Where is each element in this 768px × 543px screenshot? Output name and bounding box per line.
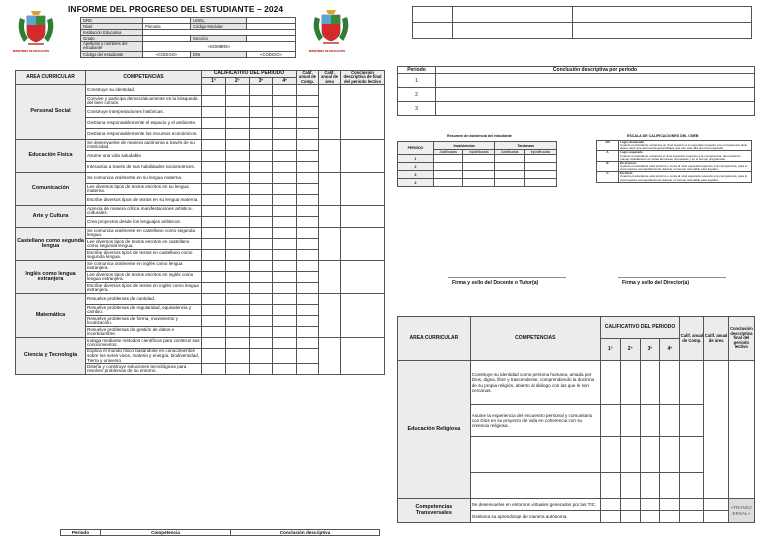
grade-cell	[202, 184, 226, 195]
grade-cell	[249, 349, 273, 364]
grade-cell	[249, 327, 273, 338]
grade-cell	[225, 129, 249, 140]
asist-row-2: 2	[398, 163, 434, 171]
escala-row	[597, 161, 752, 171]
grade-cell	[225, 364, 249, 375]
grade-cell	[225, 173, 249, 184]
grade-cell	[249, 140, 273, 151]
rt-p2-header: 2º	[620, 339, 640, 361]
grade-cell	[249, 364, 273, 375]
grade-cell	[249, 96, 273, 107]
student-info-table	[80, 17, 296, 58]
competencia-text: Diseña y construye soluciones tecnológicas para resolver problemas de su entorno.	[86, 364, 202, 375]
transversales-area-label: Competencias Transversales	[398, 499, 471, 523]
codigo-estudiante-value: «CODIGO»	[143, 51, 191, 57]
grade-cell	[202, 349, 226, 364]
area-label: Personal Social	[16, 85, 86, 140]
grade-cell	[297, 129, 319, 140]
grade-cell	[249, 316, 273, 327]
competencia-text: Escribe diversos tipos de textos en su lengua materna.	[86, 195, 202, 206]
grade-cell	[249, 305, 273, 316]
grade-cell	[225, 151, 249, 162]
grade-cell	[297, 364, 319, 375]
grade-cell	[202, 96, 226, 107]
grade-cell	[297, 107, 319, 118]
area-grade-cell	[319, 173, 341, 206]
competencia-row	[16, 85, 385, 96]
escala-level-title: En proceso	[620, 160, 637, 165]
peru-coat-of-arms-icon	[309, 7, 353, 49]
grade-cell	[273, 338, 297, 349]
grade-cell	[249, 184, 273, 195]
conclusion-header: Conclusión descriptiva de final del periodo lectivo	[341, 71, 385, 85]
grade-cell	[249, 228, 273, 239]
codigo-modular-label: Código Modular:	[191, 24, 247, 30]
grade-cell	[202, 364, 226, 375]
escala-title: ESCALA DE CALIFICACIONES DEL CNEB	[627, 134, 699, 138]
rt-p1-header: 1º	[600, 339, 620, 361]
grade-cell	[225, 261, 249, 272]
grade-cell	[273, 96, 297, 107]
grade-cell	[225, 294, 249, 305]
period-1-header: 1º	[202, 78, 226, 85]
grade-cell	[297, 118, 319, 129]
escala-level-text: Cuando el estudiante evidencia un nivel superior a lo esperado respecto a la competencia. Esto quiere decir que demuestra aprendizajes que van más allá del nivel esperado.	[620, 143, 748, 151]
grade-cell	[273, 118, 297, 129]
grade-cell	[249, 250, 273, 261]
escala-level-title: Logro destacado	[620, 140, 645, 144]
asistencia-title: Resumen de asistencia del estudiante	[447, 134, 512, 138]
strip-competencia: Competencia	[101, 530, 231, 536]
grade-cell	[202, 129, 226, 140]
grade-cell	[297, 162, 319, 173]
grade-cell	[273, 184, 297, 195]
competencia-text: Interactúa a través de sus habilidades sociomotrices.	[86, 162, 202, 173]
grade-cell	[249, 85, 273, 96]
grade-cell	[249, 173, 273, 184]
emblem-caption-left: MINISTERIO DE EDUCACIÓN	[13, 50, 49, 53]
competencia-text: Se comunica oralmente en inglés como lengua extranjera.	[86, 261, 202, 272]
grade-cell	[273, 272, 297, 283]
area-conclusion-cell	[341, 294, 385, 338]
grade-cell	[297, 305, 319, 316]
grade-cell	[202, 316, 226, 327]
rt-area-header: AREA CURRICULAR	[398, 317, 471, 361]
escala-description	[619, 172, 752, 182]
rt-conclusion-header: Conclusión descriptiva final del periodo lectivo	[728, 317, 754, 361]
grade-cell	[225, 316, 249, 327]
blank-top-table	[412, 6, 752, 39]
dni-label: DNI	[191, 51, 247, 57]
grade-cell	[297, 250, 319, 261]
periodo-conclusion-header: Conclusión descriptiva por periodo	[436, 67, 755, 74]
grade-cell	[249, 239, 273, 250]
grade-cell	[297, 327, 319, 338]
injust-1: Injustificadas	[463, 150, 495, 155]
competencia-row	[16, 140, 385, 151]
competencia-text: Escribe diversos tipos de textos en inglés como lengua extranjera.	[86, 283, 202, 294]
grade-cell	[202, 283, 226, 294]
rt-anual-area-header: Calif. anual de área	[704, 317, 728, 361]
codigo-estudiante-label: Código del estudiante	[81, 51, 143, 57]
ugel-label: UGEL:	[191, 18, 247, 24]
asist-row-1: 1	[398, 155, 434, 163]
grade-cell	[297, 85, 319, 96]
area-header: AREA CURRICULAR	[16, 71, 86, 85]
grade-cell	[249, 217, 273, 228]
grade-cell	[297, 316, 319, 327]
escala-key: A	[597, 151, 619, 161]
grade-cell	[273, 283, 297, 294]
competencia-text: Resuelve problemas de regularidad, equivalencia y cambio.	[86, 305, 202, 316]
competencia-text: Se desenvuelve de manera autónoma a través de su motricidad.	[86, 140, 202, 151]
injust-2: Injustificadas	[524, 150, 556, 155]
director-signature-label: Firma y sello del Director(a)	[622, 280, 690, 286]
grade-cell	[202, 107, 226, 118]
grade-cell	[273, 239, 297, 250]
grade-cell	[273, 250, 297, 261]
competencia-text: Se comunica oralmente en castellano como segunda lengua.	[86, 228, 202, 239]
escala-level-text: Cuando el estudiante está próximo o cerca al nivel esperado respecto a la competencia, para lo cual requiere acompañamiento durante un tiempo razonable para lograrlo.	[620, 174, 748, 182]
grade-cell	[202, 217, 226, 228]
escala-key: C	[597, 172, 619, 182]
competencia-row	[16, 294, 385, 305]
grade-cell	[202, 294, 226, 305]
competencia-text: Asume una vida saludable.	[86, 151, 202, 162]
area-grade-cell	[319, 206, 341, 228]
grade-cell	[202, 228, 226, 239]
grade-cell	[249, 118, 273, 129]
docente-signature-line	[448, 277, 566, 278]
grade-cell	[249, 195, 273, 206]
dre-label: DRE:	[81, 18, 143, 24]
escala-description	[619, 141, 752, 151]
grade-cell	[202, 85, 226, 96]
grade-cell	[273, 228, 297, 239]
transversal-comp-2: Gestiona su aprendizaje de manera autónoma.	[470, 511, 600, 523]
grade-cell	[297, 151, 319, 162]
grade-cell	[249, 272, 273, 283]
grade-cell	[225, 283, 249, 294]
transversal-placeholder: «TRANSVERSAL»	[728, 499, 754, 523]
competencia-text: Gestiona responsablemente el espacio y el ambiente.	[86, 118, 202, 129]
grade-cell	[225, 118, 249, 129]
grade-cell	[225, 162, 249, 173]
asist-row-4: 4	[398, 179, 434, 187]
period-3-header: 3º	[249, 78, 273, 85]
grade-cell	[202, 151, 226, 162]
area-conclusion-cell	[341, 338, 385, 375]
area-label: Matemática	[16, 294, 86, 338]
competencia-text: Construye interpretaciones históricas.	[86, 107, 202, 118]
grade-cell	[249, 129, 273, 140]
grade-cell	[273, 294, 297, 305]
periodo-row-3: 3	[398, 102, 436, 116]
grado-label: Grado	[81, 36, 143, 42]
competencias-header: COMPETENCIAS	[86, 71, 202, 85]
escala-key: AD	[597, 141, 619, 151]
grade-cell	[225, 195, 249, 206]
grade-cell	[225, 338, 249, 349]
competencia-text: Indaga mediante métodos científicos para construir sus conocimientos.	[87, 337, 200, 348]
competencia-text: Construye su identidad.	[86, 85, 202, 96]
grade-cell	[225, 96, 249, 107]
competencia-text: Lee diversos tipos de textos escritos en castellano como segunda lengua.	[86, 239, 202, 250]
period-4-header: 4º	[273, 78, 297, 85]
grade-cell	[297, 261, 319, 272]
grade-cell	[273, 305, 297, 316]
escala-row	[597, 151, 752, 161]
area-conclusion-cell	[341, 206, 385, 228]
grade-cell	[202, 272, 226, 283]
competencia-text: Lee diversos tipos de textos escritos en inglés como lengua extranjera.	[86, 272, 202, 283]
escala-table	[596, 140, 752, 183]
competencia-text: Convive y participa democráticamente en la búsqueda del bien común.	[86, 96, 202, 107]
area-conclusion-cell	[341, 85, 385, 140]
calificativo-header: CALIFICATIVO DEL PERIODO	[202, 71, 297, 78]
grade-cell	[273, 107, 297, 118]
grade-cell	[202, 162, 226, 173]
competencia-row	[16, 261, 385, 272]
grade-cell	[249, 107, 273, 118]
grade-cell	[249, 261, 273, 272]
grade-cell	[249, 294, 273, 305]
area-grade-cell	[319, 338, 341, 375]
religion-area-label: Educación Religiosa	[398, 361, 471, 499]
competencia-row	[16, 228, 385, 239]
asist-periodo-header: PERIODO	[398, 142, 434, 155]
periodo-conclusion-table	[397, 66, 755, 116]
competencia-text: Escribe diversos tipos de textos en castellano como segunda lengua.	[86, 250, 202, 261]
competencia-row	[16, 338, 385, 349]
transversal-comp-1: Se desenvuelve en entornos virtuales generados por las TIC.	[470, 499, 600, 511]
periodo-row-2: 2	[398, 88, 436, 102]
rt-calif-header: CALIFICATIVO DEL PERIODO	[600, 317, 679, 339]
apellidos-label: Apellidos y nombres del estudiante	[81, 42, 143, 52]
grade-cell	[202, 239, 226, 250]
grade-cell	[297, 217, 319, 228]
grade-cell	[225, 250, 249, 261]
grade-cell	[273, 364, 297, 375]
escala-level-text: Cuando el estudiante está próximo o cerca al nivel esperado respecto a la competencia, para lo cual requiere acompañamiento durante un tiempo razonable para lograrlo.	[620, 163, 748, 172]
grade-cell	[225, 107, 249, 118]
grade-cell	[297, 184, 319, 195]
grade-cell	[202, 206, 226, 217]
area-grade-cell	[319, 85, 341, 140]
grade-cell	[249, 151, 273, 162]
grade-cell	[249, 206, 273, 217]
grade-cell	[273, 162, 297, 173]
area-label: Educación Física	[16, 140, 86, 173]
grade-cell	[297, 338, 319, 349]
grade-cell	[273, 129, 297, 140]
grade-cell	[202, 327, 226, 338]
grade-cell	[297, 173, 319, 184]
competencia-text: Lee diversos tipos de textos escritos en su lengua materna.	[86, 184, 202, 195]
grade-cell	[225, 85, 249, 96]
grade-cell	[273, 349, 297, 364]
rt-p4-header: 4º	[660, 339, 680, 361]
area-label: Ciencia y Tecnología	[16, 338, 86, 375]
area-conclusion-cell	[341, 140, 385, 173]
area-conclusion-cell	[341, 173, 385, 206]
grade-cell	[273, 173, 297, 184]
grade-cell	[297, 294, 319, 305]
dni-value: «CODIGO»	[247, 51, 296, 57]
grade-cell	[225, 305, 249, 316]
grade-cell	[202, 140, 226, 151]
grade-cell	[273, 206, 297, 217]
escala-key: B	[597, 161, 619, 171]
report-title: INFORME DEL PROGRESO DEL ESTUDIANTE – 2024	[68, 4, 284, 14]
grade-cell	[225, 217, 249, 228]
rt-anual-header: Calif. anual de Comp.	[680, 317, 704, 361]
asist-row-3: 3	[398, 171, 434, 179]
grade-cell	[297, 239, 319, 250]
grade-cell	[297, 206, 319, 217]
grade-cell	[225, 239, 249, 250]
area-conclusion-cell	[341, 261, 385, 294]
grade-cell	[297, 140, 319, 151]
strip-conclusion: Conclusión descriptiva	[231, 530, 380, 536]
competencia-text: Resuelve problemas de cantidad.	[86, 294, 202, 305]
religion-comp-1: Construye su identidad como persona humana, amada por Dios, digna, libre y trascendente, comprendiendo la doctrina de su propia religión, abierto al diálogo con las que le son cercanas.	[470, 361, 600, 405]
anual-area-header: Calif. anual de área	[319, 71, 341, 85]
anual-comp-header: Calif. anual de Comp.	[297, 71, 319, 85]
grade-cell	[273, 140, 297, 151]
competencia-text: Resuelve problemas de forma, movimiento y localización.	[86, 316, 202, 327]
grade-cell	[225, 272, 249, 283]
competencia-text: Explica el mundo físico basándose en conocimientos sobre los seres vivos, materia y energía, biodiversidad, Tierra y universo.	[86, 349, 202, 364]
escala-description	[619, 151, 752, 161]
conclusion-strip	[60, 529, 380, 536]
grade-cell	[225, 228, 249, 239]
student-name-value: «NOMBRE»	[143, 42, 296, 52]
grade-cell	[297, 96, 319, 107]
grade-cell	[225, 140, 249, 151]
grade-cell	[297, 272, 319, 283]
grade-cell	[273, 316, 297, 327]
nivel-value: Primaria	[143, 24, 191, 30]
grade-cell	[273, 85, 297, 96]
asistencia-table	[397, 141, 557, 187]
docente-signature-label: Firma y sello del Docente o Tutor(a)	[452, 280, 539, 286]
inasistencias-header: Inasistencias	[434, 142, 495, 150]
competencia-text: Gestiona responsablemente los recursos económicos.	[86, 129, 202, 140]
periodo-header: Periodo	[398, 67, 436, 74]
area-label: Castellano como segunda lengua	[16, 228, 86, 261]
grade-cell	[273, 195, 297, 206]
grade-cell	[202, 250, 226, 261]
grade-cell	[225, 349, 249, 364]
religion-transversal-table	[397, 316, 755, 523]
area-label: Arte y Cultura	[16, 206, 86, 228]
grade-cell	[202, 338, 226, 349]
tardanzas-header: Tardanzas	[495, 142, 557, 150]
area-grade-cell	[319, 261, 341, 294]
peru-coat-of-arms-icon	[14, 8, 58, 50]
escala-level-title: Logro esperado	[620, 150, 643, 155]
rt-comp-header: COMPETENCIAS	[470, 317, 600, 361]
period-2-header: 2º	[225, 78, 249, 85]
grade-cell	[202, 305, 226, 316]
grade-cell	[273, 217, 297, 228]
grade-cell	[249, 338, 273, 349]
director-signature-line	[618, 277, 726, 278]
escala-row	[597, 141, 752, 151]
grade-cell	[202, 118, 226, 129]
grades-table	[15, 70, 385, 375]
ie-label: Institución Educativa	[81, 30, 143, 36]
grade-cell	[249, 162, 273, 173]
seccion-label: Sección	[191, 36, 247, 42]
just-1: Justificadas	[434, 150, 463, 155]
escala-description	[619, 161, 752, 171]
grade-cell	[297, 349, 319, 364]
competencia-row	[16, 206, 385, 217]
competencia-row	[16, 173, 385, 184]
grade-cell	[202, 173, 226, 184]
escala-level-text: Cuando el estudiante evidencia el nivel esperado respecto a la competencia, demostrando manejo satisfactorio en todas las tareas propuestas y en el tiempo programado.	[620, 153, 741, 161]
escala-level-title: En inicio	[620, 171, 633, 176]
escala-row	[597, 172, 752, 182]
grade-cell	[225, 206, 249, 217]
grade-cell	[297, 283, 319, 294]
competencia-text: Resuelve problemas de gestión de datos e incertidumbre.	[86, 327, 202, 338]
competencia-text: Aprecia de manera crítica manifestaciones artístico-culturales.	[86, 206, 202, 217]
area-grade-cell	[319, 140, 341, 173]
rt-p3-header: 3º	[640, 339, 660, 361]
grade-cell	[297, 228, 319, 239]
grade-cell	[202, 261, 226, 272]
grades-body	[16, 85, 385, 375]
competencia-text: Crea proyectos desde los lenguajes artísticos.	[86, 217, 202, 228]
area-grade-cell	[319, 228, 341, 261]
area-conclusion-cell	[341, 228, 385, 261]
grade-cell	[202, 195, 226, 206]
grade-cell	[249, 283, 273, 294]
grade-cell	[225, 327, 249, 338]
area-grade-cell	[319, 294, 341, 338]
strip-periodo: Periodo	[61, 530, 101, 536]
competencia-text: Se comunica oralmente en su lengua materna.	[86, 173, 202, 184]
grade-cell	[273, 151, 297, 162]
nivel-label: Nivel	[81, 24, 143, 30]
grade-cell	[297, 195, 319, 206]
area-label: Inglés como lengua extranjera	[16, 261, 86, 294]
grade-cell	[273, 327, 297, 338]
grade-cell	[273, 261, 297, 272]
area-label: Comunicación	[16, 173, 86, 206]
religion-comp-2: Asume la experiencia del encuentro personal y comunitario con Dios en su proyecto de vida en coherencia con su creencia religiosa.	[470, 405, 600, 437]
emblem-caption-right: MINISTERIO DE EDUCACIÓN	[309, 50, 345, 53]
periodo-row-1: 1	[398, 74, 436, 88]
just-2: Justificadas	[495, 150, 524, 155]
grade-cell	[225, 184, 249, 195]
